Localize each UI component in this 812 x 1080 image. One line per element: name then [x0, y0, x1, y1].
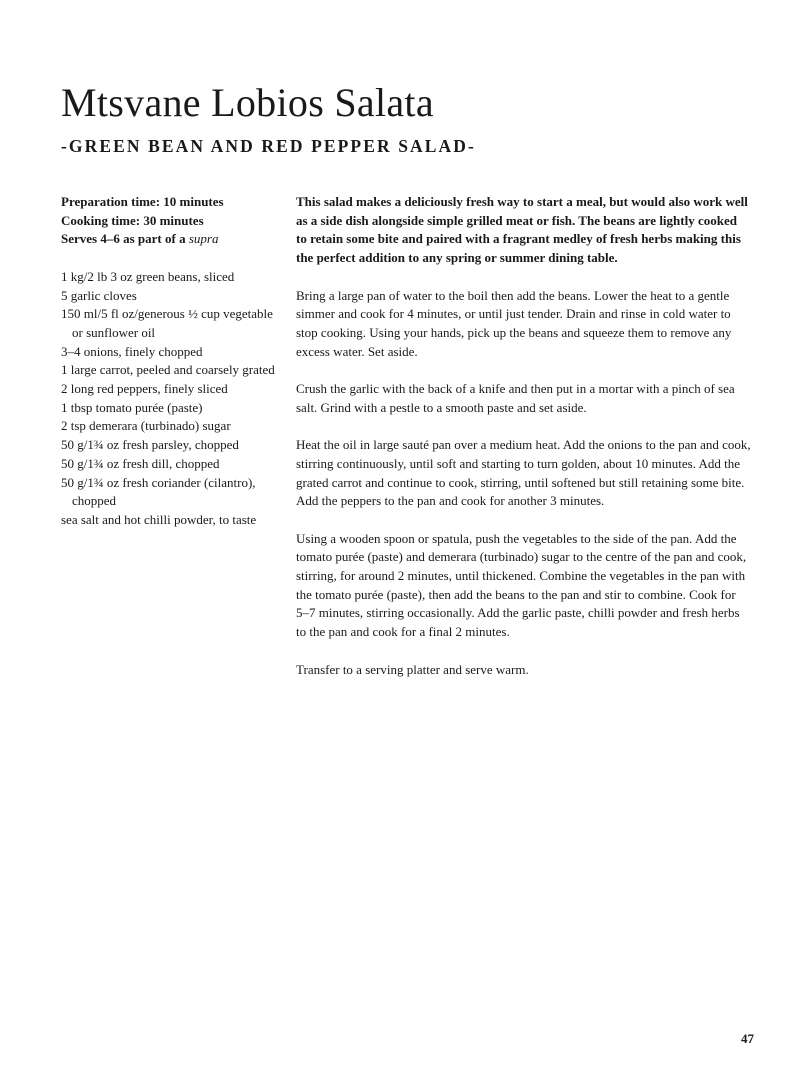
ingredient-item: 1 large carrot, peeled and coarsely grated [61, 362, 275, 378]
serves-supra: supra [188, 231, 219, 247]
ingredient-item: 1 kg/2 lb 3 oz green beans, sliced [61, 268, 235, 284]
ingredient-item: 3–4 onions, finely chopped [61, 343, 203, 359]
ingredient-item: 2 long red peppers, finely sliced [61, 381, 228, 397]
ingredient-item: 1 tbsp tomato purée (paste) [61, 399, 203, 415]
serves-text: Serves 4–6 as part of a [61, 231, 189, 247]
ingredient-item: 2 tsp demerara (turbinado) sugar [61, 418, 231, 434]
prep-time: Preparation time: 10 minutes [61, 194, 224, 209]
recipe-intro: This salad makes a deliciously fresh way to start a meal, but would also work well as a side dish alongside simple grilled meat or fish. The beans are lightly cooked to retain some bite and paired with a fragrant medley of fresh herbs making this the perfect addition to any spring or summer dining table. [296, 194, 748, 266]
ingredient-item: 50 g/1¾ oz fresh dill, chopped [61, 455, 220, 471]
page-number: 47 [741, 1031, 754, 1046]
method-step: Transfer to a serving platter and serve warm. [296, 661, 529, 677]
ingredients-column [61, 193, 286, 530]
recipe-title: Mtsvane Lobios Salata [61, 80, 434, 125]
method-column [296, 193, 751, 698]
method-step: Heat the oil in large sauté pan over a medium heat. Add the onions to the pan and cook, stirring continuously, until soft and starting to turn golden, about 10 minutes. Add the grated carrot and continue to cook, stirring, until softened but still retaining some bite. Add the peppers to the pan and cook for another 3 minutes. [296, 437, 751, 509]
ingredient-item: 50 g/1¾ oz fresh parsley, chopped [61, 437, 239, 453]
ingredient-list [61, 268, 286, 530]
ingredient-item: 50 g/1¾ oz fresh coriander (cilantro), chopped [61, 474, 256, 509]
serves [61, 230, 286, 249]
ingredient-item: 5 garlic cloves [61, 287, 137, 303]
method-step: Bring a large pan of water to the boil then add the beans. Lower the heat to a gentle simmer and cook for 4 minutes, or until just tender. Drain and rinse in cold water to stop cooking. Using your hands, pick up the beans and squeeze them to remove any excess water. Set aside. [296, 287, 732, 359]
ingredient-item: 150 ml/5 fl oz/generous ½ cup vegetable or sunflower oil [61, 306, 273, 340]
recipe-subtitle: -GREEN BEAN AND RED PEPPER SALAD- [61, 136, 476, 156]
method-step: Crush the garlic with the back of a knife and then put in a mortar with a pinch of sea salt. Grind with a pestle to a smooth paste and set aside. [296, 381, 735, 415]
cook-time: Cooking time: 30 minutes [61, 212, 204, 228]
ingredient-item: sea salt and hot chilli powder, to taste [61, 511, 257, 527]
method-step: Using a wooden spoon or spatula, push the vegetables to the side of the pan. Add the tomato purée (paste) and demerara (turbinado) sugar to the centre of the pan and cook, stirring, for around 2 minutes, until thickened. Combine the vegetables in the pan with the tomato purée (paste), then add the beans to the pan and stir to combine. Cook for 5–7 minutes, stirring occasionally. Add the garlic paste, chilli powder and fresh herbs to the pan and cook for a final 2 minutes. [296, 530, 747, 640]
